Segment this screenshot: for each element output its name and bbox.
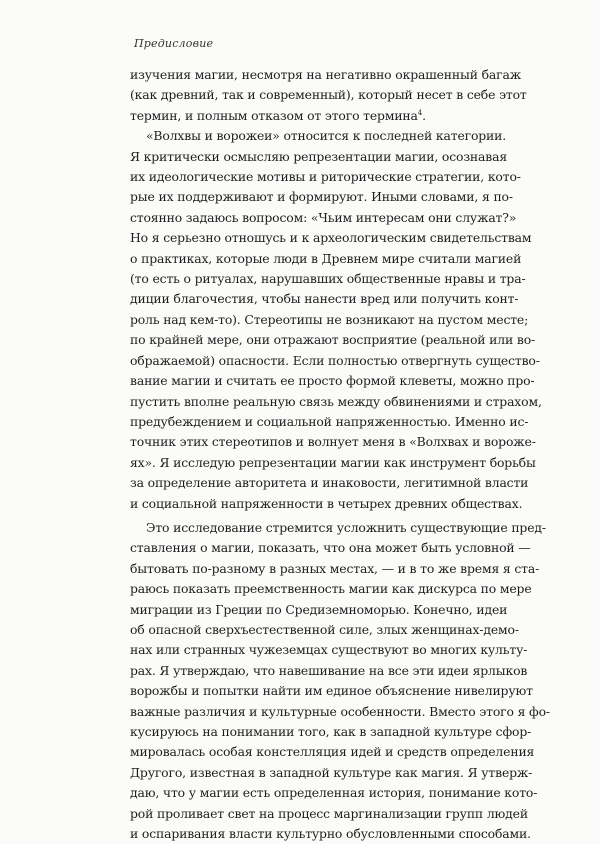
text-line: ях». Я исследую репрезентации магии как инструмент борьбы: [130, 454, 536, 470]
text-line: изучения магии, несмотря на негативно окрашенный багаж: [130, 67, 521, 82]
footnote-mark[interactable]: 4: [417, 108, 423, 117]
text-line: (то есть о ритуалах, нарушавших общественные нравы и тра-: [130, 271, 526, 287]
text-line: ставления о магии, показать, что она может быть условной —: [130, 540, 531, 556]
text-line: Другого, известная в западной культуре как магия. Я утверж-: [130, 764, 533, 780]
text-line: об опасной сверхъестественной силе, злых женщинах-демо-: [130, 621, 519, 637]
text-line: рые их поддерживают и формируют. Иными словами, я по-: [130, 189, 513, 205]
text-line: «Волхвы и ворожеи» относится к последней категории.: [146, 128, 507, 144]
text-line: ворожбы и попытки найти им единое объяснение нивелируют: [130, 683, 533, 699]
text-line: стоянно задаюсь вопросом: «Чьим интересам они служат?»: [130, 209, 517, 225]
text-line: мировалась особая констелляция идей и средств определения: [130, 744, 535, 760]
text-line: рой проливает свет на процесс маргинализации групп людей: [130, 805, 528, 821]
text-line: бытовать по-разному в разных местах, — и в то же время я ста-: [130, 560, 540, 576]
text-line: даю, что у магии есть определенная история, понимание кото-: [130, 785, 538, 801]
text-line: и социальной напряженности в четырех древних обществах.: [130, 495, 523, 511]
body-text: [130, 65, 550, 844]
text-line: нах или странных чужеземцах существуют во многих культу-: [130, 642, 528, 658]
text-line: Это исследование стремится усложнить существующие пред-: [146, 519, 546, 535]
text-line: (как древний, так и современный), который несет в себе этот: [130, 87, 527, 103]
text-line: пустить вполне реальную связь между обвинениями и страхом,: [130, 393, 542, 409]
text-line: рах. Я утверждаю, что навешивание на все эти идеи ярлыков: [130, 662, 528, 678]
text-line: важные различия и культурные особенности. Вместо этого я фо-: [130, 703, 550, 719]
text-line: миграции из Греции по Средиземноморью. Конечно, идеи: [130, 601, 508, 617]
text-line: кусируюсь на понимании того, как в западной культуре сфор-: [130, 724, 532, 739]
text-line: за определение авторитета и инаковости, легитимной власти: [130, 475, 529, 491]
paragraph: [130, 65, 527, 126]
text-line: Я критически осмысляю репрезентации магии, осознавая: [130, 148, 508, 164]
text-line: термин, и полным отказом от этого термина$^4$.: [130, 107, 426, 123]
running-header: Предисловие: [134, 37, 214, 50]
text-line: о практиках, которые люди в Древнем мире считали магией: [130, 250, 522, 266]
text-line: раюсь показать преемственность магии как дискурса по мере: [130, 581, 532, 597]
text-line: роль над кем-то). Стереотипы не возникают на пустом месте;: [130, 311, 529, 327]
text-line: диции благочестия, чтобы нанести вред или получить конт-: [130, 291, 519, 307]
text-line: предубеждением и социальной напряженностью. Именно ис-: [130, 413, 529, 429]
text-line: точник этих стереотипов и волнует меня в «Волхвах и вороже-: [130, 434, 536, 450]
paragraph: [130, 126, 542, 514]
text-line: вание магии и считать ее просто формой клеветы, можно про-: [130, 373, 535, 389]
text-line: и оспаривания власти культурно обусловленными способами.: [130, 826, 531, 842]
text-line: ображаемой) опасности. Если полностью отвергнуть существо-: [130, 352, 540, 368]
paragraph: [130, 518, 550, 844]
text-line: их идеологические мотивы и риторические стратегии, кото-: [130, 169, 521, 185]
text-line: по крайней мере, они отражают восприятие (реальной или во-: [130, 332, 536, 348]
text-line: Но я серьезно отношусь и к археологическим свидетельствам: [130, 230, 532, 246]
